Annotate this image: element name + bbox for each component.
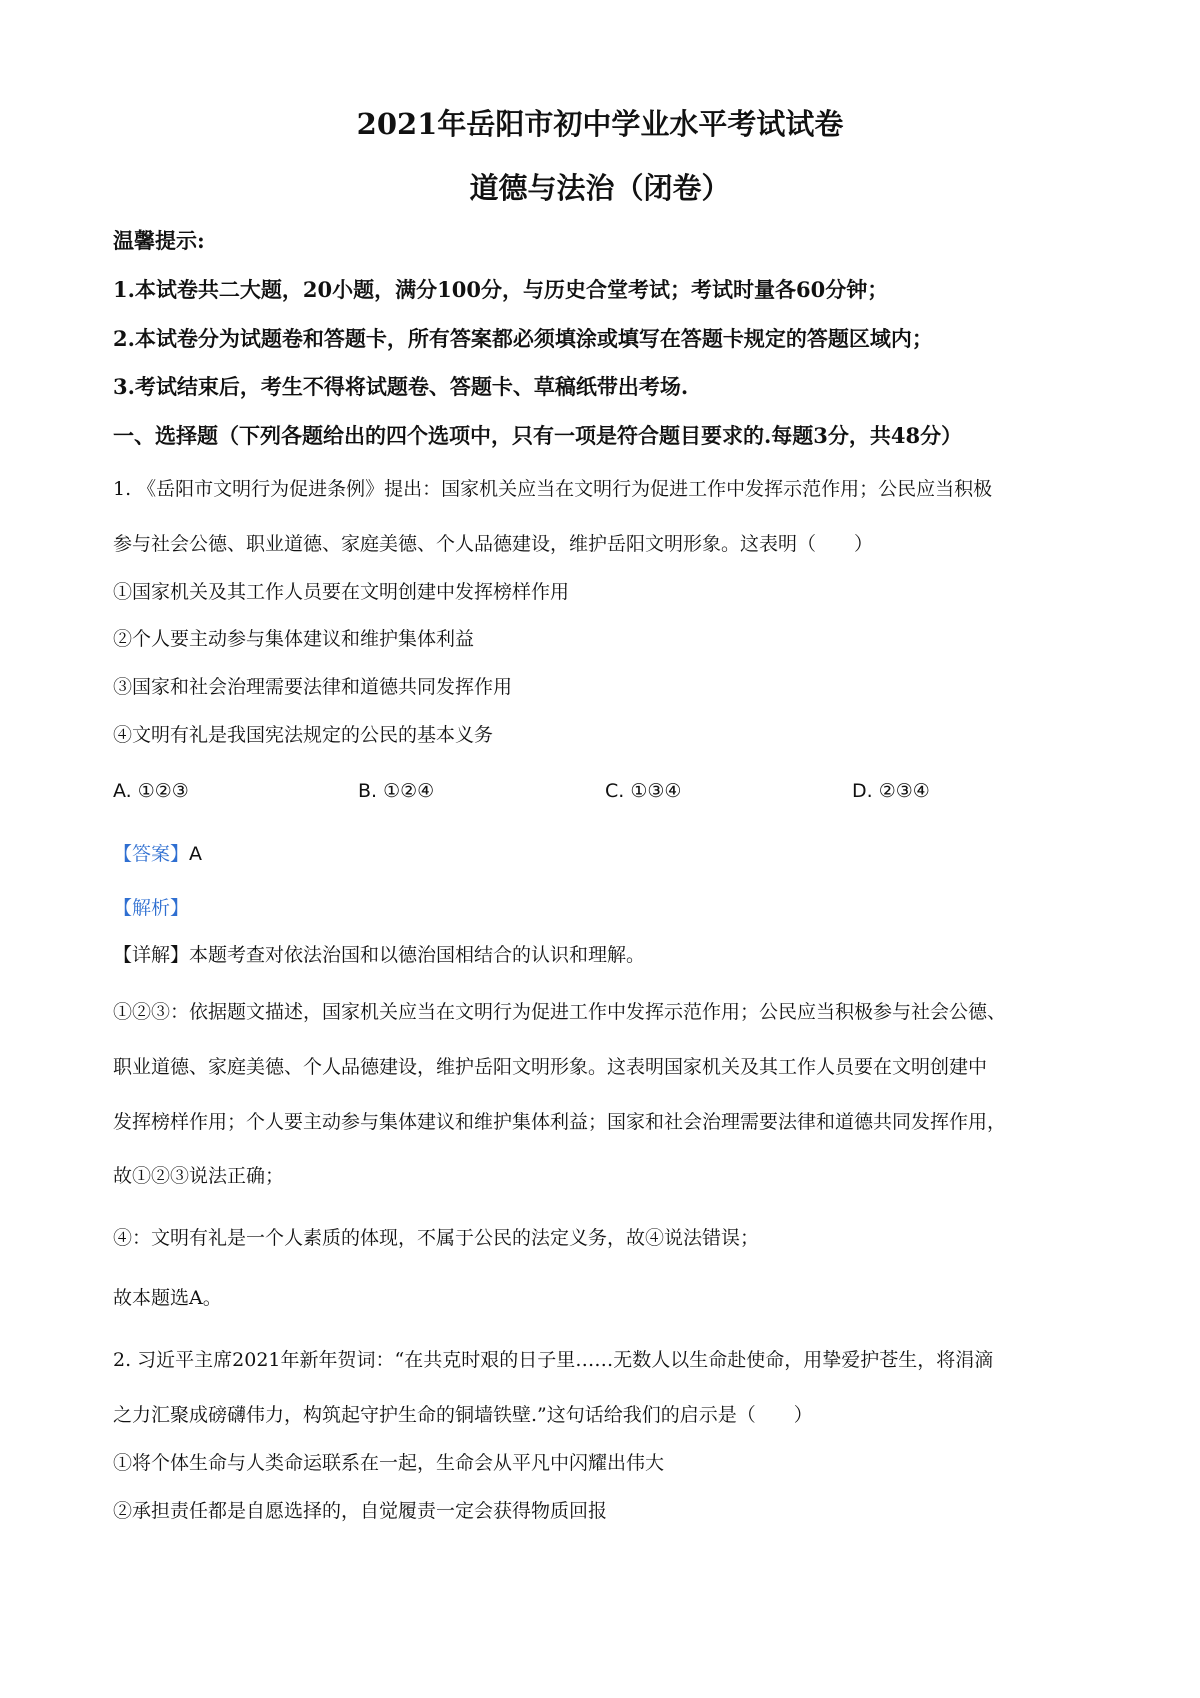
question-1-statement: ②个人要主动参与集体建议和维护集体利益 xyxy=(113,628,475,650)
page-subtitle: 道德与法治（闭卷） xyxy=(469,171,731,205)
detail-tag: 【详解】 xyxy=(113,944,190,966)
tips-heading: 温馨提示: xyxy=(113,228,205,253)
question-1-statement: ③国家和社会治理需要法律和道德共同发挥作用 xyxy=(113,676,513,698)
conclusion-line: 故本题选A。 xyxy=(113,1287,222,1309)
detail-line xyxy=(113,942,645,968)
question-1-option-d: D. ②③④ xyxy=(852,780,930,802)
explanation-line: ④：文明有礼是一个人素质的体现，不属于公民的法定义务，故④说法错误； xyxy=(113,1227,760,1249)
question-1-statement: ④文明有礼是我国宪法规定的公民的基本义务 xyxy=(113,724,494,746)
tip-item: 1.本试卷共二大题，20小题，满分100分，与历史合堂考试；考试时量各60分钟； xyxy=(113,277,889,302)
question-1-option-b: B. ①②④ xyxy=(358,780,435,802)
question-2-stem: 2. 习近平主席2021年新年贺词：“在共克时艰的日子里……无数人以生命赴使命，用挚爱护苍生，将涓滴 xyxy=(113,1349,994,1371)
question-2-statement: ②承担责任都是自愿选择的，自觉履责一定会获得物质回报 xyxy=(113,1500,608,1522)
question-1-stem: 参与社会公德、职业道德、家庭美德、个人品德建设，维护岳阳文明形象。这表明（ ） xyxy=(113,533,874,555)
question-2-statement: ①将个体生命与人类命运联系在一起，生命会从平凡中闪耀出伟大 xyxy=(113,1452,665,1474)
answer-line xyxy=(113,841,202,867)
section-heading: 一、选择题（下列各题给出的四个选项中，只有一项是符合题目要求的.每题3分，共48分） xyxy=(113,423,963,448)
answer-tag: 【答案】 xyxy=(113,843,190,865)
page-title: 2021年岳阳市初中学业水平考试试卷 xyxy=(356,107,844,141)
answer-value: A xyxy=(189,843,203,865)
explanation-line: 职业道德、家庭美德、个人品德建设，维护岳阳文明形象。这表明国家机关及其工作人员要在文明创建中 xyxy=(113,1056,988,1078)
tip-item: 3.考试结束后，考生不得将试题卷、答题卡、草稿纸带出考场. xyxy=(113,374,689,399)
explanation-line: 故①②③说法正确； xyxy=(113,1165,285,1187)
tip-item: 2.本试卷分为试题卷和答题卡，所有答案都必须填涂或填写在答题卡规定的答题区域内； xyxy=(113,326,933,351)
explanation-line: ①②③：依据题文描述，国家机关应当在文明行为促进工作中发挥示范作用；公民应当积极参与社会公德、 xyxy=(113,1001,1007,1023)
explanation-line: 发挥榜样作用；个人要主动参与集体建议和维护集体利益；国家和社会治理需要法律和道德共同发挥作用， xyxy=(113,1111,1007,1133)
detail-text: 本题考查对依法治国和以德治国相结合的认识和理解。 xyxy=(189,944,646,966)
question-1-stem: 1. 《岳阳市文明行为促进条例》提出：国家机关应当在文明行为促进工作中发挥示范作用；公民应当积极 xyxy=(113,478,993,500)
question-1-option-a: A. ①②③ xyxy=(113,780,189,802)
question-1-statement: ①国家机关及其工作人员要在文明创建中发挥榜样作用 xyxy=(113,581,570,603)
analysis-tag: 【解析】 xyxy=(113,897,190,919)
question-2-stem: 之力汇聚成磅礴伟力，构筑起守护生命的铜墙铁壁.”这句话给我们的启示是（ ） xyxy=(113,1404,813,1426)
question-1-option-c: C. ①③④ xyxy=(605,780,682,802)
